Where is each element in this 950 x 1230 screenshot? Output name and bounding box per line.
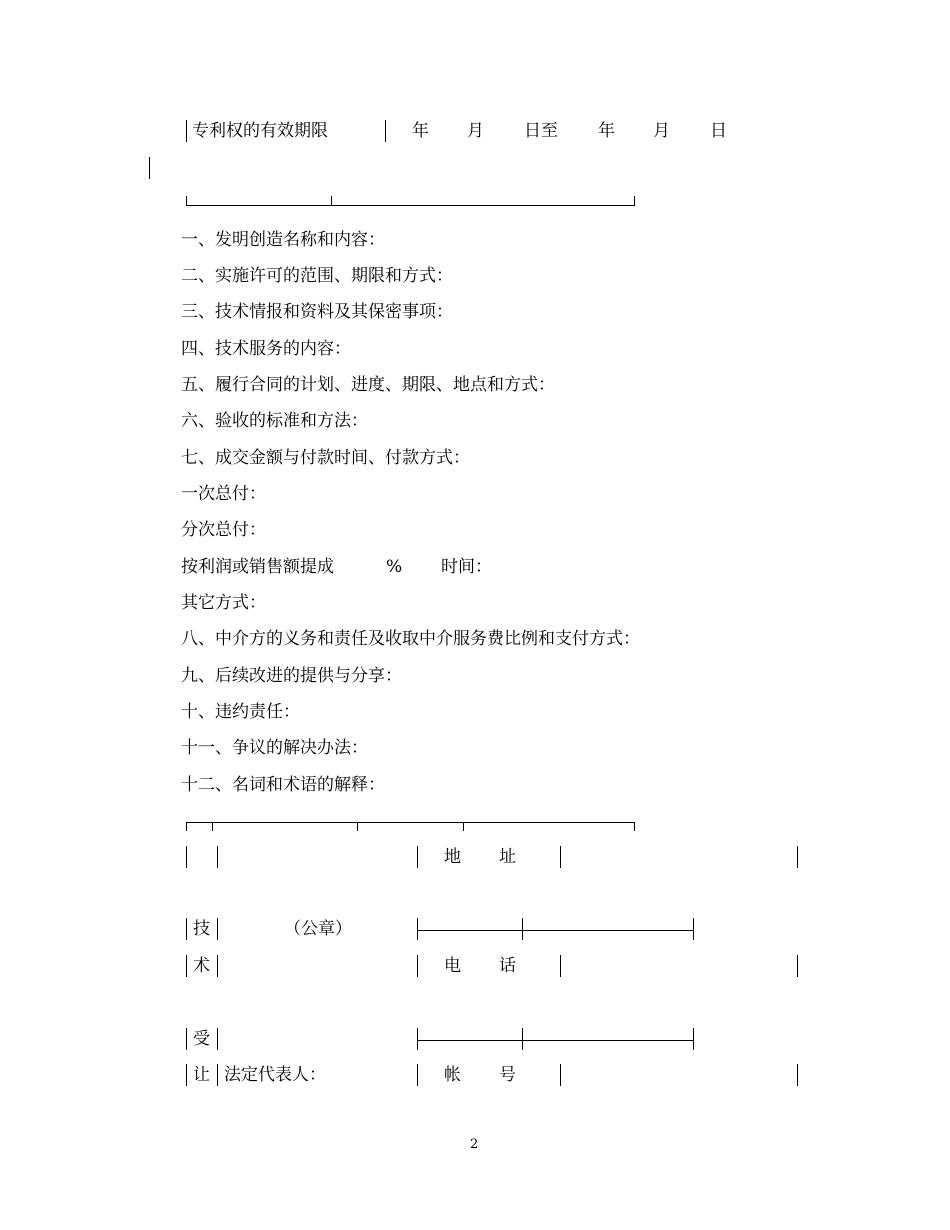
table-border [186,918,187,940]
table-tick [212,822,213,831]
clause-7: 七、成交金额与付款时间、付款方式： [181,448,470,468]
table-border [693,918,694,940]
table-rule [417,1040,694,1041]
table-border [522,918,523,940]
table-border [186,1064,187,1086]
table-border [560,1064,561,1086]
table-tick [634,196,635,205]
clause-12: 十二、名词和术语的解释： [181,775,385,795]
page-number: 2 [470,1137,479,1152]
side-label-char: 受 [193,1029,210,1049]
table-border [797,846,798,868]
table-border [217,846,218,868]
table-border [797,955,798,977]
account-label-char2: 号 [499,1065,516,1085]
table-border [217,918,218,940]
table-tick [186,196,187,205]
table-tick [463,822,464,831]
patent-validity-label: 专利权的有效期限 [192,121,328,141]
clause-4: 四、技术服务的内容： [181,339,351,359]
payment-installments: 分次总付： [181,520,266,540]
table-tick [331,196,332,205]
table-border [560,955,561,977]
table-border [522,1028,523,1050]
table-border [417,1064,418,1086]
clause-10: 十、违约责任： [181,702,300,722]
table-rule [186,205,635,206]
clause-11: 十一、争议的解决办法： [181,738,368,758]
table-border [417,955,418,977]
phone-label-char1: 电 [444,956,461,976]
side-label-char: 让 [193,1065,210,1085]
table-rule [417,930,694,931]
side-label-char: 技 [193,919,210,939]
payment-lump-sum: 一次总付： [181,484,266,504]
table-border [186,955,187,977]
date-day-end: 日 [710,121,727,141]
phone-label-char2: 话 [499,956,516,976]
table-border [186,846,187,868]
royalty-percent: % [386,557,403,577]
table-tick [634,822,635,831]
account-label-char1: 帐 [444,1065,461,1085]
clause-1: 一、发明创造名称和内容： [181,230,385,250]
date-year-start: 年 [412,121,429,141]
table-tick [186,822,187,831]
table-border [217,1064,218,1086]
table-border [186,120,187,142]
table-border [385,120,386,142]
clause-3: 三、技术情报和资料及其保密事项： [181,302,453,322]
royalty-time-label: 时间： [441,557,492,577]
date-year-end: 年 [598,121,615,141]
payment-royalty: 按利润或销售额提成 [181,557,334,577]
clause-2: 二、实施许可的范围、期限和方式： [181,266,453,286]
date-month-end: 月 [653,121,670,141]
side-label-char: 术 [193,956,210,976]
clause-9: 九、后续改进的提供与分享： [181,666,402,686]
table-border [693,1028,694,1050]
table-border [417,846,418,868]
payment-other: 其它方式： [181,593,266,613]
seal-label: （公章） [284,919,352,939]
table-border [186,1028,187,1050]
clause-8: 八、中介方的义务和责任及收取中介服务费比例和支付方式： [181,629,640,649]
address-label-char1: 地 [444,847,461,867]
table-border [560,846,561,868]
table-border [149,157,150,179]
date-day-to: 日至 [524,121,558,141]
legal-representative-label: 法定代表人： [224,1065,326,1085]
table-rule [186,822,635,823]
table-border [417,918,418,940]
table-border [217,1028,218,1050]
table-tick [357,822,358,831]
table-border [217,955,218,977]
clause-5: 五、履行合同的计划、进度、期限、地点和方式： [181,375,555,395]
table-border [797,1064,798,1086]
clause-6: 六、验收的标准和方法： [181,411,368,431]
table-border [417,1028,418,1050]
address-label-char2: 址 [499,847,516,867]
date-month-start: 月 [467,121,484,141]
